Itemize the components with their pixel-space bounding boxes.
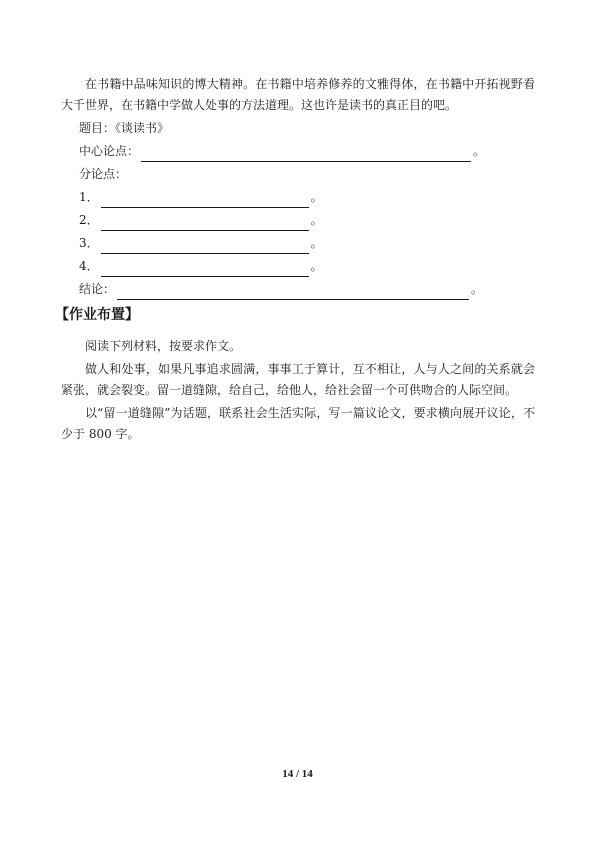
end-mark: 。 <box>310 213 323 227</box>
end-mark: 。 <box>310 259 323 273</box>
page-content <box>55 74 535 447</box>
sub-points-label: 分论点： <box>79 167 128 181</box>
homework-requirement: 以“留一道缝隙”为话题，联系社会生活实际，写一篇议论文，要求横向展开议论，不少于 800 字。 <box>61 406 535 441</box>
title-line <box>61 118 535 139</box>
central-argument-label: 中心论点： <box>79 144 140 158</box>
central-argument-row <box>61 141 535 162</box>
homework-material: 做人和处事，如果凡事追求圆满，事事工于算计，互不相让，人与人之间的关系就会紧张，就会裂变。留一道缝隙，给自己，给他人，给社会留一个可供吻合的人际空间。 <box>61 362 535 397</box>
sub-point-row-3 <box>61 233 535 254</box>
central-argument-blank[interactable] <box>141 146 471 162</box>
sub-point-blank-1[interactable] <box>101 192 309 208</box>
intro-paragraph: 在书籍中品味知识的博大精神。在书籍中培养修养的文雅得体，在书籍中开拓视野看大千世界，在书籍中学做人处事的方法道理。这也许是读书的真正目的吧。 <box>61 77 535 112</box>
conclusion-blank[interactable] <box>117 284 469 300</box>
sub-point-number: 1． <box>79 190 99 204</box>
title-text: 题目：《谈读书》 <box>79 121 170 135</box>
end-mark: 。 <box>473 144 486 158</box>
sub-point-blank-3[interactable] <box>101 238 309 254</box>
sub-point-row-2 <box>61 210 535 231</box>
sub-point-row-1 <box>61 187 535 208</box>
sub-point-blank-2[interactable] <box>101 215 309 231</box>
sub-point-row-4 <box>61 256 535 277</box>
homework-instruction: 阅读下列材料，按要求作文。 <box>85 339 242 353</box>
sub-point-blank-4[interactable] <box>101 261 309 277</box>
end-mark: 。 <box>310 236 323 250</box>
sub-points-row <box>61 164 535 185</box>
end-mark: 。 <box>310 190 323 204</box>
conclusion-row <box>61 279 535 300</box>
page-number: 14 / 14 <box>282 768 313 780</box>
homework-heading: 【作业布置】 <box>55 307 139 323</box>
sub-point-number: 2． <box>79 213 99 227</box>
conclusion-label: 结论： <box>79 282 116 296</box>
end-mark: 。 <box>471 282 484 296</box>
sub-point-number: 3． <box>79 236 99 250</box>
sub-point-number: 4． <box>79 259 99 273</box>
